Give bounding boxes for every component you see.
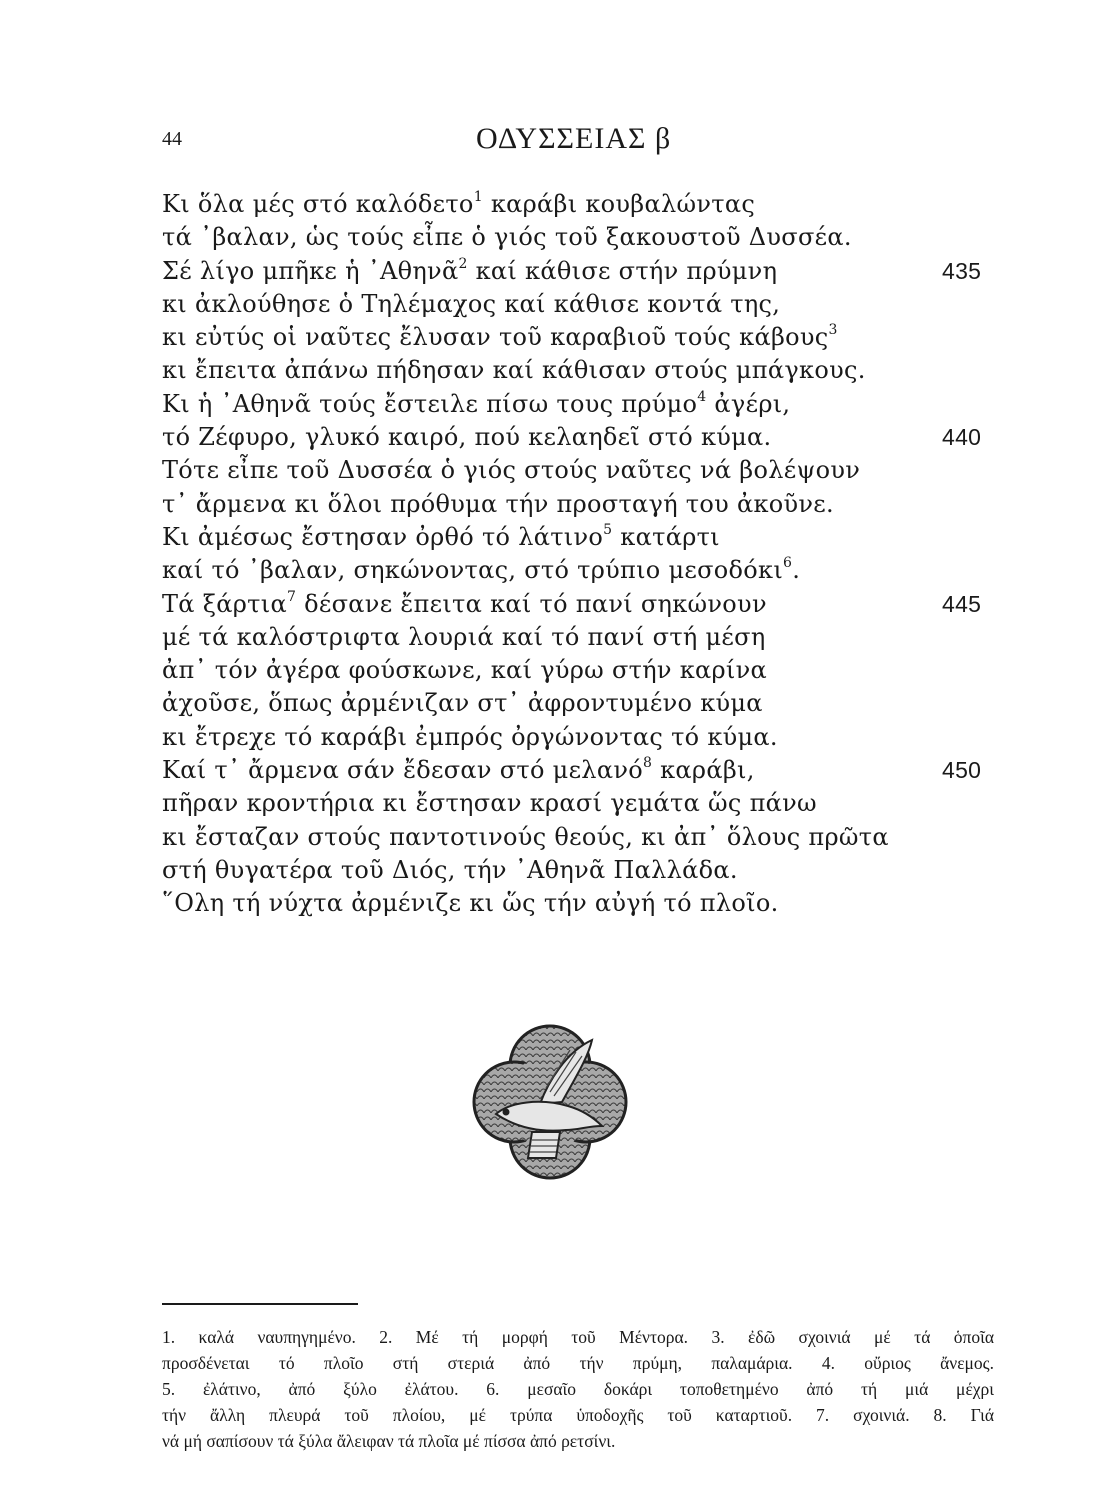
verse-line (162, 488, 922, 521)
verse-line (162, 654, 922, 687)
verse-text: καί τό ᾽βαλαν, σηκώνοντας, στό τρύπιο μεσοδόκι (162, 556, 784, 585)
verse-line (162, 421, 982, 454)
verse-text: στή θυγατέρα τοῦ Διός, τήν ᾽Αθηνᾶ Παλλάδα. (162, 855, 738, 884)
footnote-line: 1. καλά ναυπηγημένο. 2. Μέ τή μορφή τοῦ Μέντορα. 3. ἐδῶ σχοινιά μέ τά ὁποῖα (162, 1327, 994, 1347)
footnote-line: προσδένεται τό πλοῖο στή στεριά ἀπό τήν πρύμη, παλαμάρια. 4. οὔριος ἄνεμος. (162, 1353, 994, 1373)
verse-text: κι ἀκλούθησε ὁ Τηλέμαχος καί κάθισε κοντά της, (162, 289, 781, 318)
footnote-marker: 4 (697, 388, 707, 405)
verse-text-continued: καράβι, (652, 756, 755, 785)
verse-line (162, 621, 922, 654)
verse-line (162, 454, 922, 487)
verse-line (162, 787, 922, 820)
verse-text: Τότε εἶπε τοῦ Δυσσέα ὁ γιός στούς ναῦτες νά βολέψουν (162, 456, 861, 485)
footnote-marker: 2 (458, 255, 468, 272)
line-number: 450 (942, 757, 982, 784)
footnote-line: τήν ἄλλη πλευρά τοῦ πλοίου, μέ τρύπα ὑποδοχῆς τοῦ καταρτιοῦ. 7. σχοινιά. 8. Γιά (162, 1405, 994, 1425)
verse-line (162, 554, 922, 587)
verse-line (162, 288, 922, 321)
footnote-marker: 5 (603, 521, 613, 538)
line-number: 440 (942, 424, 982, 451)
verse-text-continued: κατάρτι (612, 522, 720, 551)
verse-line (162, 887, 922, 920)
verse-text: πῆραν κροντήρια κι ἔστησαν κρασί γεμάτα ὥς πάνω (162, 789, 817, 818)
footnote-marker: 8 (642, 755, 653, 772)
verse-text: κι ἔτρεχε τό καράβι ἐμπρός ὀργώνοντας τό κύμα. (162, 722, 778, 751)
footnote-marker: 6 (783, 555, 793, 572)
footnotes (162, 1324, 994, 1454)
verse-text-continued: καράβι κουβαλώντας (482, 190, 756, 218)
line-number: 435 (942, 257, 982, 284)
verse-text: Κι ὅλα μές στό καλόδετο (162, 190, 474, 218)
verse-text: ῞Ολη τή νύχτα ἀρμένιζε κι ὥς τήν αὐγή τό πλοῖο. (162, 889, 779, 918)
verse-line (162, 388, 922, 421)
footnote-marker: 7 (286, 588, 297, 605)
footnote-divider (162, 1303, 358, 1305)
verse-line (162, 854, 922, 887)
line-number: 445 (942, 590, 982, 617)
footnote-marker: 1 (473, 189, 483, 205)
verse-text-continued: καί κάθισε στήν πρύμνη (467, 256, 778, 285)
verse-line (162, 321, 922, 354)
verse-text-continued: δέσανε ἔπειτα καί τό πανί σηκώνουν (296, 589, 767, 618)
verse-text: τ᾽ ἄρμενα κι ὅλοι πρόθυμα τήν προσταγή του ἀκοῦνε. (162, 489, 834, 518)
verse-text: Καί τ᾽ ἄρμενα σάν ἔδεσαν στό μελανό (162, 756, 643, 785)
footnote-line: 5. ἐλάτινο, ἀπό ξύλο ἐλάτου. 6. μεσαῖο δοκάρι τοποθετημένο ἀπό τή μιά μέχρι (162, 1379, 994, 1399)
verse-text-continued: . (792, 556, 801, 585)
verse-text: κι εὐτύς οἱ ναῦτες ἔλυσαν τοῦ καραβιοῦ τούς κάβους (162, 323, 829, 352)
verse-line (162, 221, 922, 254)
verse-text: ἀχοῦσε, ὅπως ἀρμένιζαν στ᾽ ἀφροντυμένο κύμα (162, 689, 763, 718)
footnote-marker: 3 (828, 322, 838, 339)
verse-line (162, 821, 922, 854)
verse-line (162, 754, 982, 787)
verse-line (162, 687, 922, 720)
verse-text: Τά ξάρτια (162, 589, 287, 618)
verse-text: Σέ λίγο μπῆκε ἡ ᾽Αθηνᾶ (162, 256, 459, 285)
verse-line (162, 255, 982, 288)
verse-line (162, 354, 922, 387)
footnote-line: νά μή σαπίσουν τά ξύλα ἄλειφαν τά πλοῖα μέ πίσσα ἀπό ρετσίνι. (162, 1431, 616, 1451)
verse-text: ἀπ᾽ τόν ἀγέρα φούσκωνε, καί γύρω στήν καρίνα (162, 656, 768, 685)
verse-text: κι ἔπειτα ἀπάνω πήδησαν καί κάθισαν στούς μπάγκους. (162, 356, 866, 385)
poem-text (162, 188, 982, 921)
bird-ornament-icon (470, 1022, 630, 1182)
verse-text: μέ τά καλόστριφτα λουριά καί τό πανί στή μέση (162, 622, 766, 651)
verse-text: Κι ἡ ᾽Αθηνᾶ τούς ἔστειλε πίσω τους πρύμο (162, 389, 698, 418)
verse-line (162, 588, 982, 621)
verse-text-continued: ἀγέρι, (706, 389, 791, 418)
verse-text: Κι ἀμέσως ἔστησαν ὀρθό τό λάτινο (162, 522, 604, 551)
verse-line (162, 188, 922, 221)
running-title: ΟΔΥΣΣΕΙΑΣ β (476, 122, 672, 155)
verse-text: κι ἔσταζαν στούς παντοτινούς θεούς, κι ἀπ᾽ ὅλους πρῶτα (162, 822, 889, 851)
verse-text: τά ᾽βαλαν, ὡς τούς εἶπε ὁ γιός τοῦ ξακουστοῦ Δυσσέα. (162, 223, 852, 252)
verse-line (162, 521, 922, 554)
verse-text: τό Ζέφυρο, γλυκό καιρό, πού κελαηδεῖ στό κύμα. (162, 423, 772, 452)
verse-line (162, 721, 922, 754)
page-number: 44 (162, 128, 182, 150)
